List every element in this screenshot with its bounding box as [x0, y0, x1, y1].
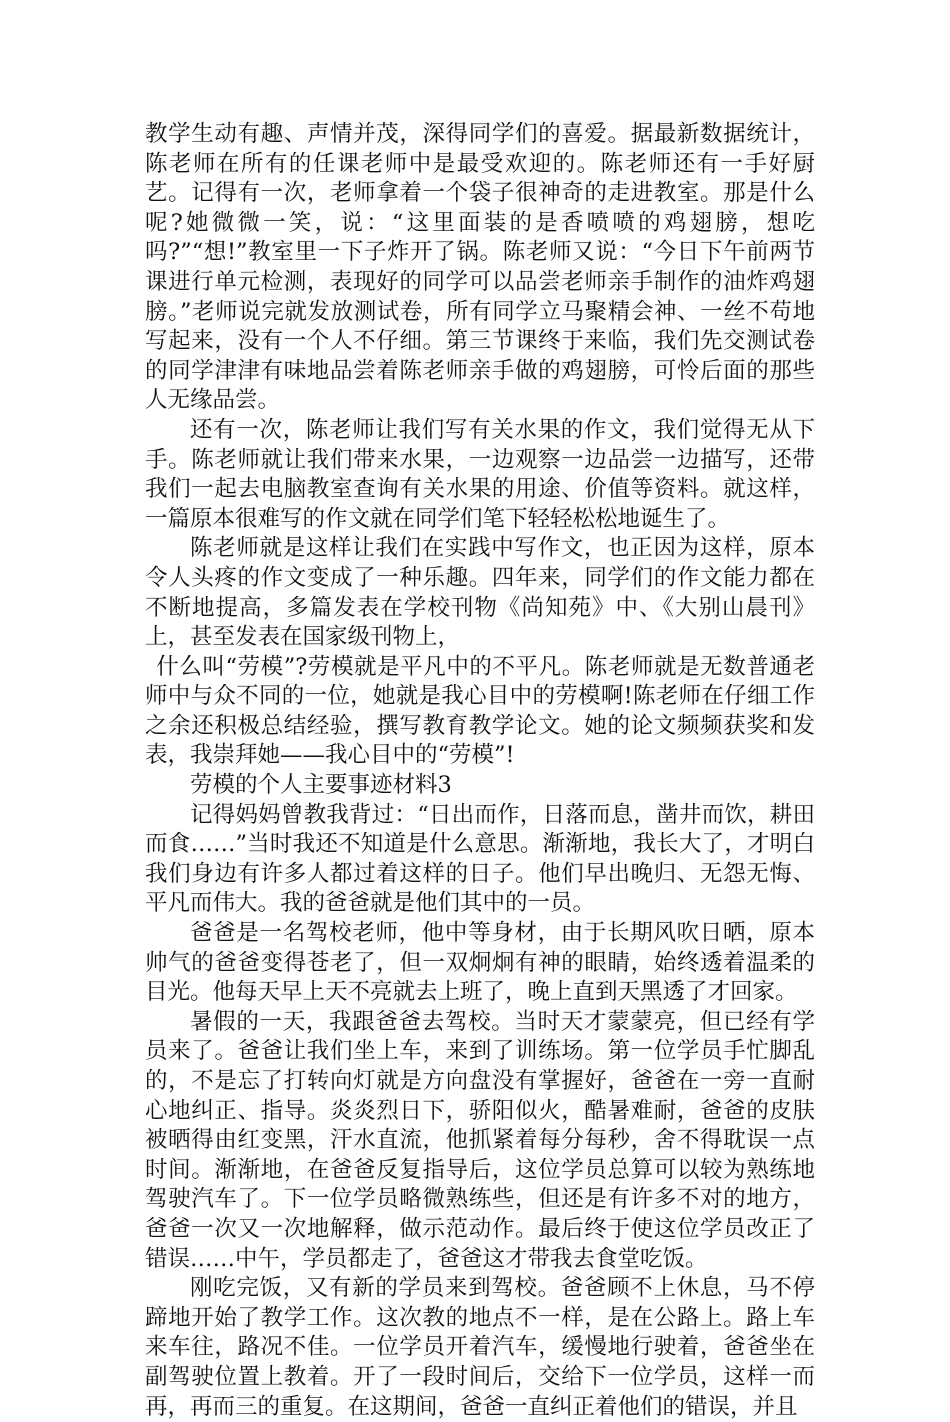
paragraph-6: 爸爸是一名驾校老师，他中等身材，由于长期风吹日晒，原本帅气的爸爸变得苍老了，但一双炯炯有神的眼睛，始终透着温柔的目光。他每天早上天不亮就去上班了，晚上直到天黑透了才回家。 [145, 920, 815, 1006]
paragraph-3: 陈老师就是这样让我们在实践中写作文，也正因为这样，原本令人头疼的作文变成了一种乐趣。四年来，同学们的作文能力都在不断地提高，多篇发表在学校刊物《尚知苑》中、《大别山晨刊》上，甚至发表在国家级刊物上， [145, 535, 815, 651]
paragraph-7: 暑假的一天，我跟爸爸去驾校。当时天才蒙蒙亮，但已经有学员来了。爸爸让我们坐上车，来到了训练场。第一位学员手忙脚乱的，不是忘了打转向灯就是方向盘没有掌握好，爸爸在一旁一直耐心地纠正、指导。炎炎烈日下，骄阳似火，酷暑难耐，爸爸的皮肤被晒得由红变黑，汗水直流，他抓紧着每分每秒，舍不得耽误一点时间。渐渐地，在爸爸反复指导后，这位学员总算可以较为熟练地驾驶汽车了。下一位学员略微熟练些，但还是有许多不对的地方，爸爸一次又一次地解释，做示范动作。最后终于使这位学员改正了错误……中午，学员都走了，爸爸这才带我去食堂吃饭。 [145, 1008, 815, 1272]
document-page [145, 120, 815, 1422]
paragraph-8: 刚吃完饭，又有新的学员来到驾校。爸爸顾不上休息，马不停蹄地开始了教学工作。这次教的地点不一样，是在公路上。路上车来车往，路况不佳。一位学员开着汽车，缓慢地行驶着，爸爸坐在副驾驶位置上教着。开了一段时间后，交给下一位学员，这样一而再，再而三的重复。在这期间，爸爸一直纠正着他们的错误，并且 [145, 1275, 815, 1420]
paragraph-5: 记得妈妈曾教我背过：“日出而作，日落而息，凿井而饮，耕田而食……”当时我还不知道是什么意思。渐渐地，我长大了，才明白我们身边有许多人都过着这样的日子。他们早出晚归、无怨无悔、平凡而伟大。我的爸爸就是他们其中的一员。 [145, 801, 815, 917]
section-heading: 劳模的个人主要事迹材料3 [190, 772, 452, 799]
paragraph-2: 还有一次，陈老师让我们写有关水果的作文，我们觉得无从下手。陈老师就让我们带来水果，一边观察一边品尝一边描写，还带我们一起去电脑教室查询有关水果的用途、价值等资料。就这样，一篇原本很难写的作文就在同学们笔下轻轻松松地诞生了。 [145, 416, 815, 532]
paragraph-4: 什么叫“劳模”?劳模就是平凡中的不平凡。陈老师就是无数普通老师中与众不同的一位，她就是我心目中的劳模啊!陈老师在仔细工作之余还积极总结经验，撰写教育教学论文。她的论文频频获奖和发表，我崇拜她——我心目中的“劳模”! [145, 653, 815, 769]
paragraph-1: 教学生动有趣、声情并茂，深得同学们的喜爱。据最新数据统计，陈老师在所有的任课老师中是最受欢迎的。陈老师还有一手好厨艺。记得有一次，老师拿着一个袋子很神奇的走进教室。那是什么呢?她微微一笑，说：“这里面装的是香喷喷的鸡翅膀，想吃吗?”“想!”教室里一下子炸开了锅。陈老师又说：“今日下午前两节课进行单元检测，表现好的同学可以品尝老师亲手制作的油炸鸡翅膀。”老师说完就发放测试卷，所有同学立马聚精会神、一丝不苟地写起来，没有一个人不仔细。第三节课终于来临，我们先交测试卷的同学津津有味地品尝着陈老师亲手做的鸡翅膀，可怜后面的那些人无缘品尝。 [145, 121, 815, 414]
